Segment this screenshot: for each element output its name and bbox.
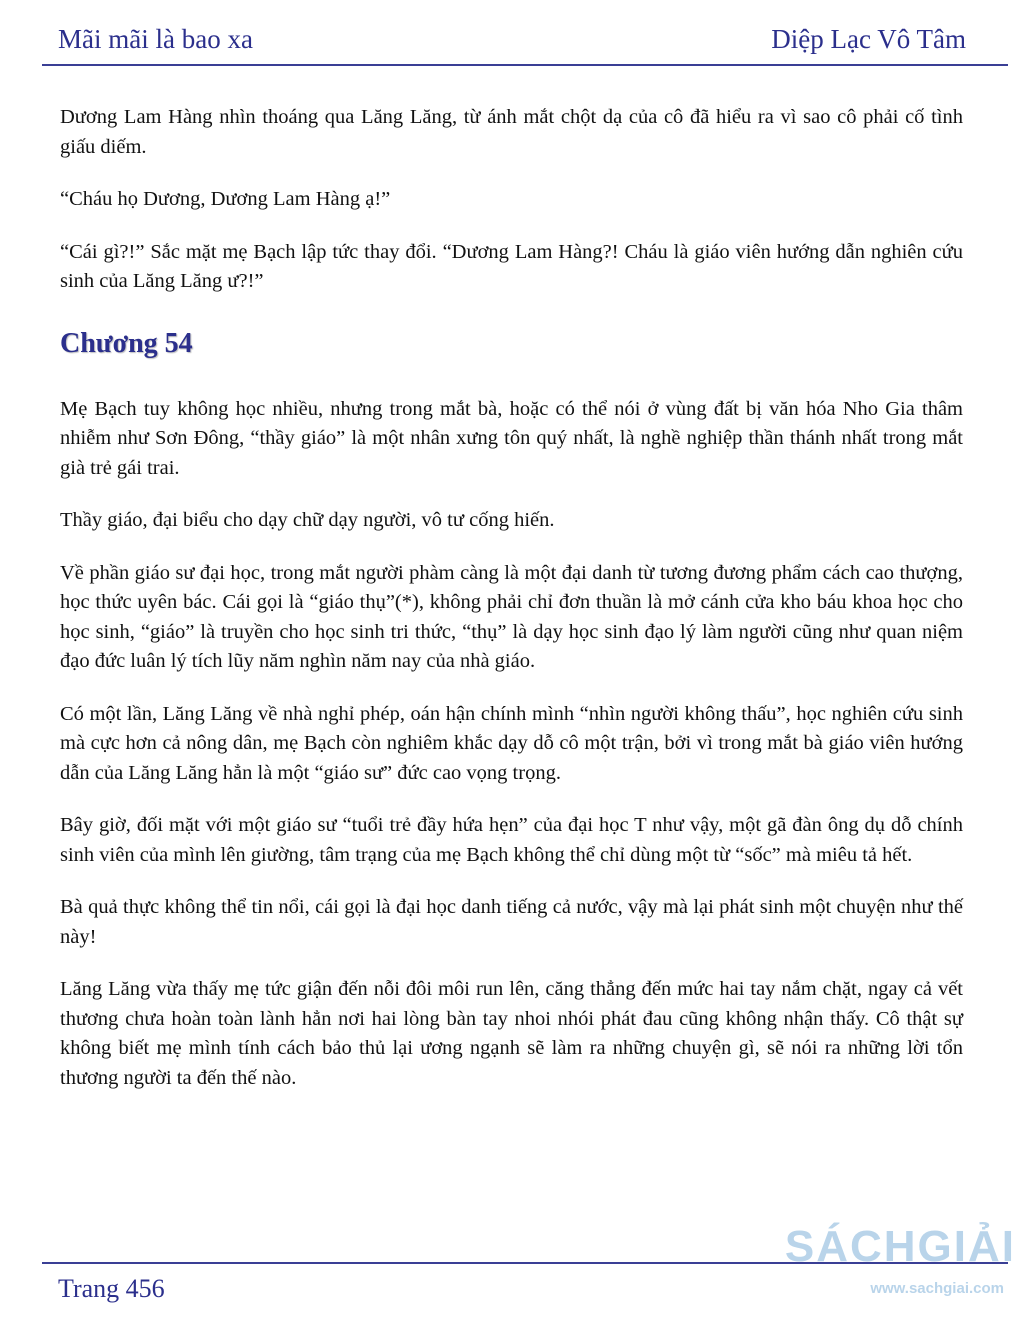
paragraph: Có một lần, Lăng Lăng về nhà nghỉ phép, oán hận chính mình “nhìn người không thấu”, học nghiên cứu sinh mà cực hơn cả nông dân, mẹ Bạch còn nghiêm khắc dạy dỗ cô một trận, bởi vì trong mắt bà giáo viên hướng dẫn của Lăng Lăng hẳn là một “giáo sư” đức cao vọng trọng. bbox=[60, 702, 963, 784]
paragraph: Bà quả thực không thể tin nổi, cái gọi là đại học danh tiếng cả nước, vậy mà lại phát sinh một chuyện như thế này! bbox=[60, 896, 963, 948]
chapter-title: Chương 54 bbox=[60, 327, 193, 359]
paragraph: Lăng Lăng vừa thấy mẹ tức giận đến nỗi đôi môi run lên, căng thẳng đến mức hai tay nắm chặt, ngay cả vết thương chưa hoàn toàn lành hẳn nơi hai lòng bàn tay nhoi nhói phát đau cũng không nhận thấy. Cô thật sự không biết mẹ mình tính cách bảo thủ lại ương ngạnh sẽ làm ra những chuyện gì, sẽ nói ra những lời tổn thương người ta đến thế nào. bbox=[60, 978, 963, 1089]
watermark-logo: SÁCHGIẢI bbox=[784, 1222, 1016, 1271]
paragraph: Mẹ Bạch tuy không học nhiều, nhưng trong mắt bà, hoặc có thể nói ở vùng đất bị văn hóa Nho Gia thâm nhiễm như Sơn Đông, “thầy giáo” là một nhân xưng tôn quý nhất, là nghề nghiệp thần thánh nhất trong mắt già trẻ gái trai. bbox=[60, 397, 963, 479]
paragraph: Bây giờ, đối mặt với một giáo sư “tuổi trẻ đầy hứa hẹn” của đại học T như vậy, một gã đàn ông dụ dỗ chính sinh viên của mình lên giường, tâm trạng của mẹ Bạch không thể chỉ dùng một từ “sốc” mà miêu tả hết. bbox=[60, 814, 963, 866]
header-book-title: Mãi mãi là bao xa bbox=[58, 24, 253, 54]
page-number: Trang 456 bbox=[58, 1274, 165, 1303]
paragraph: “Cái gì?!” Sắc mặt mẹ Bạch lập tức thay đổi. “Dương Lam Hàng?! Cháu là giáo viên hướng dẫn nghiên cứu sinh của Lăng Lăng ư?!” bbox=[60, 240, 963, 292]
paragraph: Dương Lam Hàng nhìn thoáng qua Lăng Lăng, từ ánh mắt chột dạ của cô đã hiểu ra vì sao cô phải cố tình giấu diếm. bbox=[60, 106, 963, 158]
header-author: Diệp Lạc Vô Tâm bbox=[771, 24, 966, 54]
paragraph: Về phần giáo sư đại học, trong mắt người phàm càng là một đại danh từ tương đương phẩm cách cao thượng, học thức uyên bác. Cái gọi là “giáo thụ”(*), không phải chỉ đơn thuần là mở cánh cửa kho báu khoa học cho học sinh, “giáo” là truyền cho học sinh tri thức, “thụ” là dạy học sinh đạo lý làm người cũng như quan niệm đạo đức luân lý tích lũy năm nghìn năm nay của nhà giáo. bbox=[60, 561, 963, 672]
paragraph: Thầy giáo, đại biểu cho dạy chữ dạy người, vô tư cống hiến. bbox=[60, 509, 555, 531]
watermark bbox=[785, 1224, 1016, 1297]
header-rule bbox=[42, 64, 1008, 66]
page-content bbox=[60, 103, 963, 1116]
paragraph: “Cháu họ Dương, Dương Lam Hàng ạ!” bbox=[60, 188, 391, 210]
watermark-url: www.sachgiai.com bbox=[870, 1280, 1004, 1297]
